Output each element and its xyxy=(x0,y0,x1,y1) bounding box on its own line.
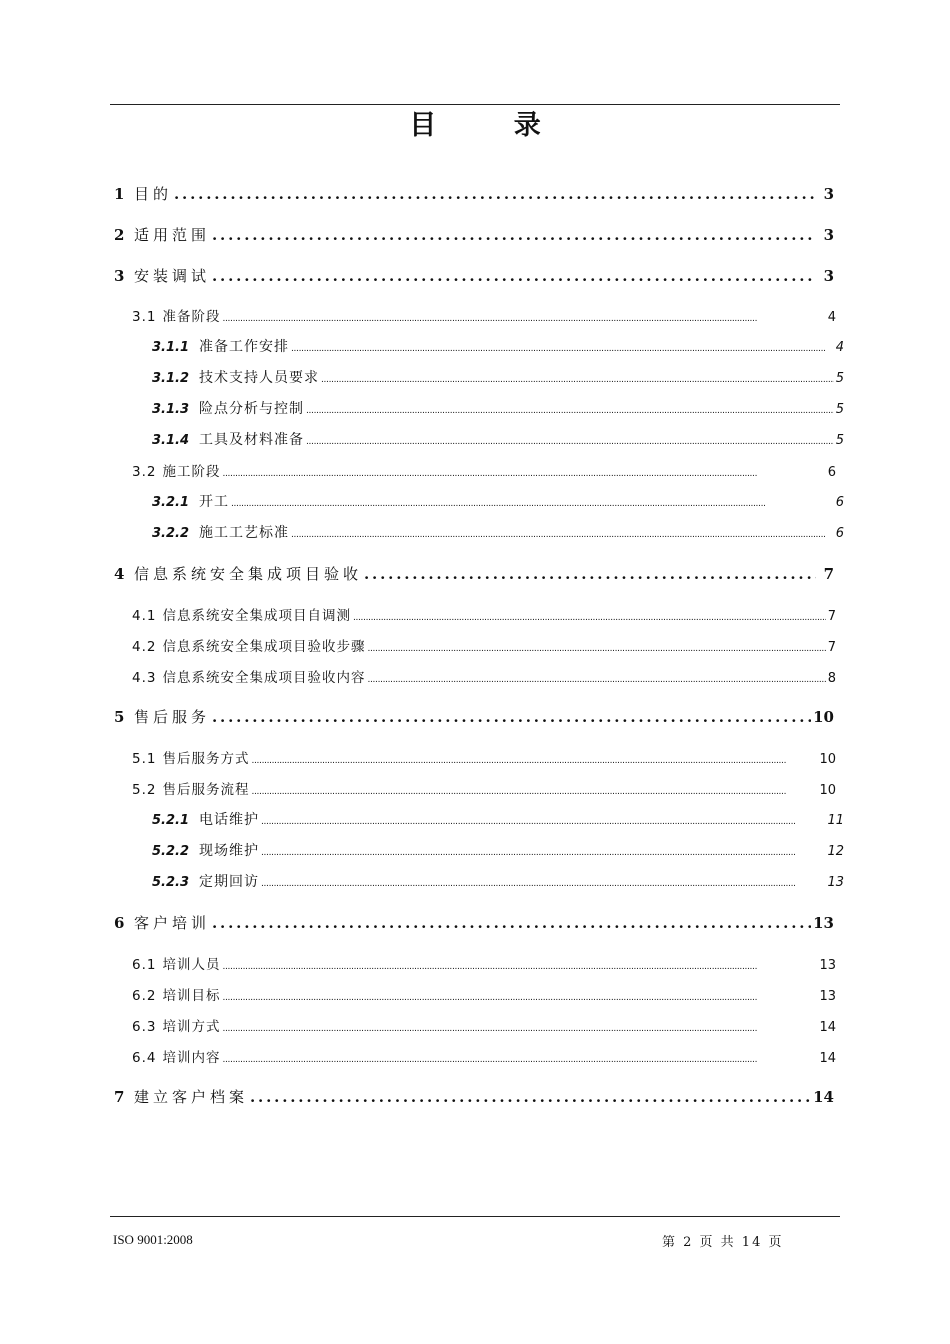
toc-entry-4-2[interactable] xyxy=(132,635,836,655)
toc-entry-label: 售后服务方式 xyxy=(162,751,250,767)
toc-entry-number: 3.2.1 xyxy=(152,495,190,510)
toc-entry-label: 信息系统安全集成项目验收 xyxy=(134,565,363,583)
toc-entry-page: 12 xyxy=(827,844,844,859)
toc-entry-label: 目的 xyxy=(134,185,173,203)
toc-entry-number: 3.1.4 xyxy=(152,433,190,448)
dot-leader xyxy=(291,525,834,541)
dot-leader xyxy=(222,1019,817,1035)
dot-leader xyxy=(212,708,811,726)
toc-entry-3-1-3[interactable] xyxy=(152,398,844,418)
toc-entry-2[interactable] xyxy=(114,224,834,245)
toc-entry-page: 13 xyxy=(813,914,834,932)
toc-entry-label: 适用范围 xyxy=(134,226,211,244)
toc-entry-label: 建立客户档案 xyxy=(134,1088,249,1106)
toc-entry-label: 技术支持人员要求 xyxy=(199,370,320,386)
toc-entry-label: 定期回访 xyxy=(199,874,260,890)
toc-entry-3-1-2[interactable] xyxy=(152,367,844,387)
dot-leader xyxy=(222,988,817,1004)
dot-leader xyxy=(222,957,817,973)
toc-entry-number: 1 xyxy=(114,185,125,203)
toc-entry-label: 电话维护 xyxy=(199,812,260,828)
toc-entry-number: 4.1 xyxy=(132,608,157,624)
toc-entry-number: 3.1.1 xyxy=(152,340,190,355)
toc-entry-number: 5 xyxy=(114,708,125,726)
dot-leader xyxy=(212,267,816,285)
toc-entry-label: 客户培训 xyxy=(134,914,211,932)
dot-leader xyxy=(367,670,825,686)
toc-entry-number: 3.1.3 xyxy=(152,402,190,417)
toc-entry-label: 安装调试 xyxy=(134,267,211,285)
toc-entry-page: 3 xyxy=(823,267,834,285)
toc-entry-number: 2 xyxy=(114,226,125,244)
toc-entry-page: 3 xyxy=(823,226,834,244)
toc-entry-6[interactable] xyxy=(114,912,834,933)
toc-entry-label: 信息系统安全集成项目验收内容 xyxy=(162,670,366,686)
toc-entry-3[interactable] xyxy=(114,265,834,286)
toc-entry-5-2-2[interactable] xyxy=(152,840,844,860)
toc-entry-number: 5.2.1 xyxy=(152,813,190,828)
toc-entry-3-1-1[interactable] xyxy=(152,336,844,356)
toc-title: 目 录 xyxy=(409,110,575,141)
toc-entry-5-2-3[interactable] xyxy=(152,871,844,891)
toc-entry-number: 5.2 xyxy=(132,782,157,798)
dot-leader xyxy=(367,639,825,655)
toc-entry-number: 3.1.2 xyxy=(152,371,190,386)
dot-leader xyxy=(251,751,817,767)
toc-entry-label: 信息系统安全集成项目自调测 xyxy=(162,608,351,624)
toc-entry-number: 3.2 xyxy=(132,464,157,480)
toc-entry-3-2[interactable] xyxy=(132,460,836,480)
toc-entry-7[interactable] xyxy=(114,1086,834,1107)
toc-entry-5[interactable] xyxy=(114,706,834,727)
dot-leader xyxy=(261,874,825,890)
toc-entry-page: 14 xyxy=(819,1051,836,1066)
toc-entry-label: 培训内容 xyxy=(162,1050,221,1066)
toc-entry-page: 10 xyxy=(813,708,834,726)
toc-entry-label: 工具及材料准备 xyxy=(199,432,305,448)
toc-entry-number: 4.2 xyxy=(132,639,157,655)
toc-entry-number: 3 xyxy=(114,267,125,285)
toc-entry-page: 5 xyxy=(835,433,844,448)
toc-entry-6-3[interactable] xyxy=(132,1015,836,1035)
toc-entry-page: 13 xyxy=(819,958,836,973)
toc-entry-3-2-1[interactable] xyxy=(152,491,844,511)
dot-leader xyxy=(222,464,825,480)
toc-entry-page: 7 xyxy=(823,565,834,583)
toc-entry-label: 售后服务 xyxy=(134,708,211,726)
toc-entry-4-3[interactable] xyxy=(132,666,836,686)
footer-page-number: 第 2 页 共 14 页 xyxy=(662,1235,784,1250)
toc-entry-page: 13 xyxy=(827,875,844,890)
dot-leader xyxy=(353,608,826,624)
toc-entry-5-2-1[interactable] xyxy=(152,809,844,829)
toc-entry-page: 3 xyxy=(823,185,834,203)
dot-leader xyxy=(222,309,825,325)
toc-entry-5-2[interactable] xyxy=(132,778,836,798)
toc-entry-number: 3.1 xyxy=(132,309,157,325)
toc-entry-6-1[interactable] xyxy=(132,953,836,973)
toc-entry-page: 8 xyxy=(827,671,836,686)
toc-entry-label: 险点分析与控制 xyxy=(199,401,305,417)
toc-entry-number: 6.1 xyxy=(132,957,157,973)
toc-entry-number: 6.2 xyxy=(132,988,157,1004)
toc-entry-page: 6 xyxy=(835,495,844,510)
toc-entry-3-1-4[interactable] xyxy=(152,429,844,449)
dot-leader xyxy=(212,914,811,932)
toc-entry-page: 14 xyxy=(819,1020,836,1035)
toc-entry-label: 施工阶段 xyxy=(162,464,221,480)
dot-leader xyxy=(250,1088,811,1106)
toc-entry-page: 4 xyxy=(827,310,836,325)
toc-entry-number: 3.2.2 xyxy=(152,526,190,541)
toc-entry-page: 4 xyxy=(835,340,844,355)
toc-entry-label: 售后服务流程 xyxy=(162,782,250,798)
dot-leader xyxy=(291,339,834,355)
toc-entry-number: 6.4 xyxy=(132,1050,157,1066)
toc-entry-label: 准备阶段 xyxy=(162,309,221,325)
toc-entry-page: 5 xyxy=(835,402,844,417)
dot-leader xyxy=(321,370,834,386)
toc-entry-number: 6 xyxy=(114,914,125,932)
toc-entry-4-1[interactable] xyxy=(132,604,836,624)
toc-entry-page: 7 xyxy=(827,609,836,624)
toc-entry-6-2[interactable] xyxy=(132,984,836,1004)
dot-leader xyxy=(261,812,825,828)
toc-entry-page: 6 xyxy=(835,526,844,541)
toc-entry-5-1[interactable] xyxy=(132,747,836,767)
toc-entry-number: 4.3 xyxy=(132,670,157,686)
toc-entry-page: 14 xyxy=(813,1088,834,1106)
toc-entry-label: 开工 xyxy=(199,494,230,510)
toc-entry-label: 培训目标 xyxy=(162,988,221,1004)
toc-entry-3-2-2[interactable] xyxy=(152,522,844,542)
toc-entry-page: 7 xyxy=(827,640,836,655)
toc-entry-page: 6 xyxy=(827,465,836,480)
footer-standard: ISO 9001:2008 xyxy=(113,1232,193,1247)
toc-entry-page: 10 xyxy=(819,752,836,767)
toc-entry-4[interactable] xyxy=(114,563,834,584)
toc-entry-page: 13 xyxy=(819,989,836,1004)
toc-entry-page: 10 xyxy=(819,783,836,798)
toc-entry-label: 现场维护 xyxy=(199,843,260,859)
dot-leader xyxy=(231,494,834,510)
dot-leader xyxy=(251,782,817,798)
dot-leader xyxy=(306,401,834,417)
toc-entry-number: 4 xyxy=(114,565,125,583)
toc-entry-page: 11 xyxy=(827,813,844,828)
toc-entry-number: 7 xyxy=(114,1088,125,1106)
toc-entry-label: 培训人员 xyxy=(162,957,221,973)
toc-entry-page: 5 xyxy=(835,371,844,386)
dot-leader xyxy=(174,185,816,203)
toc-entry-number: 5.1 xyxy=(132,751,157,767)
dot-leader xyxy=(212,226,816,244)
toc-entry-label: 信息系统安全集成项目验收步骤 xyxy=(162,639,366,655)
dot-leader xyxy=(261,843,825,859)
dot-leader xyxy=(222,1050,817,1066)
toc-entry-6-4[interactable] xyxy=(132,1046,836,1066)
footer-rule xyxy=(110,1216,840,1217)
toc-entry-label: 施工工艺标准 xyxy=(199,525,290,541)
dot-leader xyxy=(306,432,834,448)
toc-entry-number: 6.3 xyxy=(132,1019,157,1035)
toc-entry-label: 准备工作安排 xyxy=(199,339,290,355)
toc-entry-number: 5.2.3 xyxy=(152,875,190,890)
toc-entry-label: 培训方式 xyxy=(162,1019,221,1035)
toc-entry-1[interactable] xyxy=(114,183,834,204)
toc-entry-number: 5.2.2 xyxy=(152,844,190,859)
dot-leader xyxy=(364,565,816,583)
toc-entry-3-1[interactable] xyxy=(132,305,836,325)
